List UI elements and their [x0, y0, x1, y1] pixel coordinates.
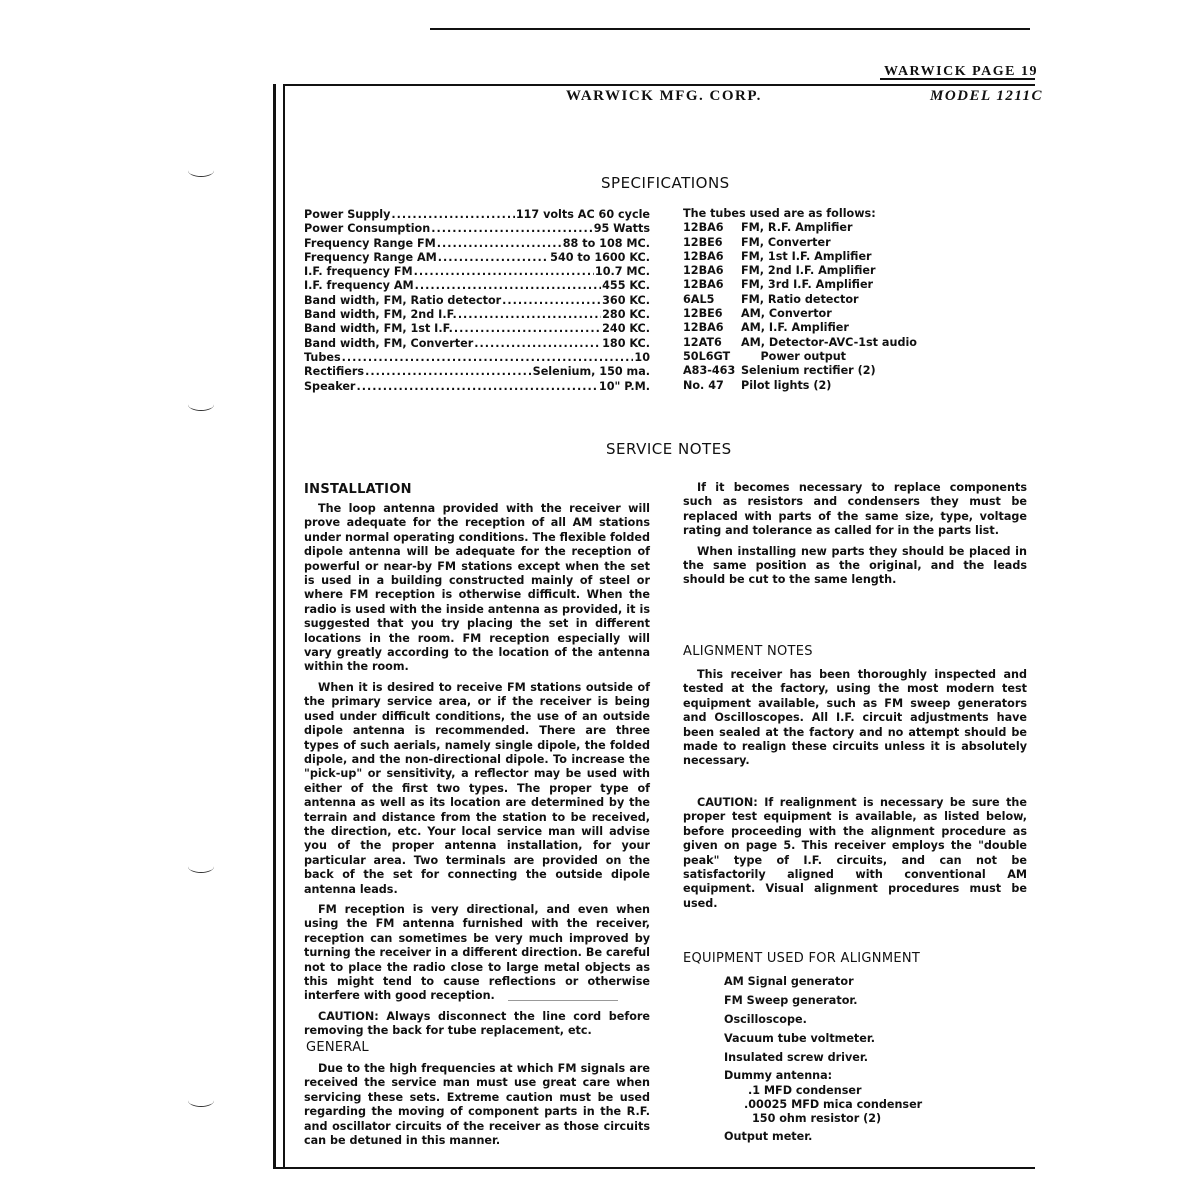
dummy-part: 150 ohm resistor (2)	[752, 1112, 882, 1125]
spec-row: Frequency Range FM ..... 88 to 108 MC.	[304, 237, 650, 251]
binding-hole-mark-1	[188, 164, 214, 177]
tube-row: 12BA6 FM, 1st I.F. Amplifier	[683, 249, 872, 263]
spec-row: Rectifiers ..... Selenium, 150 ma.	[304, 365, 650, 379]
page-border-top	[283, 84, 1035, 86]
equipment-heading: EQUIPMENT USED FOR ALIGNMENT	[683, 951, 921, 966]
equipment-item: Dummy antenna:	[724, 1069, 833, 1082]
dummy-part: .00025 MFD mica condenser	[744, 1098, 923, 1111]
spec-row: Speaker ..... 10" P.M.	[304, 380, 650, 394]
equipment-item: Insulated screw driver.	[724, 1051, 869, 1064]
top-scan-line	[430, 28, 1030, 30]
spec-row: Frequency Range AM ..... 540 to 1600 KC.	[304, 251, 650, 265]
tube-row: 12BA6 FM, 2nd I.F. Amplifier	[683, 264, 876, 278]
binding-hole-mark-3	[188, 860, 214, 873]
equipment-list	[724, 972, 922, 1148]
spec-row: Band width, FM, 2nd I.F. ..... 280 KC.	[304, 308, 650, 322]
equipment-item: Oscilloscope.	[724, 1013, 807, 1026]
installation-paragraph-1: The loop antenna provided with the receiver will prove adequate for the reception of all AM stations under normal operating conditions. The flexible folded dipole antenna will be adequate for the reception of powerful or near-by FM stations except when the set is used in a building constructed mainly of steel or where FM reception is otherwise difficult. When the radio is used with the inside antenna as provided, it is suggested that you try placing the set in different locations in the room. FM reception especially will vary greatly according to the location of the antenna within the room.	[304, 502, 650, 674]
replacement-paragraph-1: If it becomes necessary to replace components such as resistors and condensers they must be replaced with parts of the same size, type, voltage rating and tolerance as called for in the parts list.	[683, 481, 1027, 538]
tube-row: 12BE6 FM, Converter	[683, 235, 831, 249]
tube-row: 12AT6 AM, Detector-AVC-1st audio	[683, 335, 917, 349]
tube-row: 12BA6 FM, 3rd I.F. Amplifier	[683, 278, 874, 292]
equipment-item: Vacuum tube voltmeter.	[724, 1032, 876, 1045]
installation-paragraph-3: FM reception is very directional, and even when using the FM antenna furnished with the receiver, reception can sometimes be very much improved by turning the receiver in a different direction. Be careful not to place the radio close to large metal objects as this might tend to cause reflections or otherwise interfere with good reception.	[304, 902, 650, 1003]
spec-row: Tubes ..... 10	[304, 351, 650, 365]
spec-row: Band width, FM, Converter ..... 180 KC.	[304, 337, 650, 351]
company-name: WARWICK MFG. CORP.	[566, 88, 762, 104]
page-label: WARWICK PAGE 19	[884, 64, 1038, 79]
service-notes-title: SERVICE NOTES	[606, 440, 732, 458]
installation-paragraph-2: When it is desired to receive FM stations outside of the primary service area, or if the receiver is being used under difficult conditions, the use of an outside dipole antenna is recommended. There are three types of such aerials, namely single dipole, the folded dipole, and the non-directional dipole. To increase the "pick-up" or sensitivity, a reflector may be used with either of the first two types. The proper type of antenna as well as its location are determined by the terrain and distance from the station to be received, the direction, etc. Your local service man will advise you of the proper antenna installation, for your particular area. Two terminals are provided on the back of the set for connecting the outside dipole antenna leads.	[304, 680, 650, 896]
installation-caution: CAUTION: Always disconnect the line cord before removing the back for tube replacement, etc.	[304, 1009, 650, 1038]
tubes-heading: The tubes used are as follows:	[683, 207, 876, 220]
tube-row: No. 47 Pilot lights (2)	[683, 378, 832, 392]
spec-row: I.F. frequency AM ..... 455 KC.	[304, 279, 650, 293]
tube-row: A83-463 Selenium rectifier (2)	[683, 364, 876, 378]
alignment-paragraph: This receiver has been thoroughly inspected and tested at the factory, using the most modern test equipment available, such as FM sweep generators and Oscilloscopes. All I.F. circuit adjustments have been sealed at the factory and no attempt should be made to realign these circuits unless it is absolutely necessary.	[683, 668, 1027, 768]
tube-list	[683, 207, 1023, 393]
installation-text	[304, 502, 650, 1039]
spec-list	[304, 208, 650, 394]
replacement-paragraph-2: When installing new parts they should be placed in the same position as the original, and the leads should be cut to the same length.	[683, 544, 1027, 587]
alignment-heading: ALIGNMENT NOTES	[683, 644, 813, 659]
installation-heading: INSTALLATION	[304, 482, 412, 497]
tube-row: 50L6GT Power output	[683, 349, 847, 363]
dummy-part: .1 MFD condenser	[748, 1084, 862, 1097]
tube-row: 12BA6 AM, I.F. Amplifier	[683, 321, 849, 335]
spec-row: Band width, FM, 1st I.F. ..... 240 KC.	[304, 322, 650, 336]
spec-row: I.F. frequency FM ..... 10.7 MC.	[304, 265, 650, 279]
equipment-item: FM Sweep generator.	[724, 994, 858, 1007]
page-border-left-inner	[283, 84, 285, 1169]
general-paragraph: Due to the high frequencies at which FM signals are received the service man must use great care when servicing these sets. Extreme caution must be used regarding the moving of component parts in the R.F. and oscillator circuits of the receiver as those circuits can be detuned in this manner.	[304, 1062, 650, 1148]
alignment-caution	[683, 796, 1027, 911]
spec-row: Band width, FM, Ratio detector ..... 360 KC.	[304, 294, 650, 308]
equipment-item-last: Output meter.	[724, 1130, 813, 1143]
general-heading: GENERAL	[306, 1040, 369, 1055]
general-text	[304, 1062, 650, 1148]
tube-row: 6AL5 FM, Ratio detector	[683, 292, 859, 306]
page-border-bottom	[273, 1167, 1035, 1169]
replacement-text	[683, 481, 1027, 588]
faint-divider	[508, 1000, 618, 1001]
alignment-caution-text: CAUTION: If realignment is necessary be sure the proper test equipment is available, as listed below, before proceeding with the alignment procedure as given on page 5. This receiver employs the "double peak" type of I.F. circuits, and can not be satisfactorily aligned with conventional AM equipment. Visual alignment procedures must be used.	[683, 796, 1027, 910]
spec-row: Power Consumption ..... 95 Watts	[304, 222, 650, 236]
binding-hole-mark-2	[188, 398, 214, 411]
specifications-title: SPECIFICATIONS	[601, 174, 730, 192]
tube-row: 12BA6 FM, R.F. Amplifier	[683, 221, 853, 235]
equipment-item: AM Signal generator	[724, 975, 854, 988]
alignment-text	[683, 668, 1027, 769]
page-border-left-outer	[273, 84, 276, 1169]
spec-row: Power Supply ..... 117 volts AC 60 cycle	[304, 208, 650, 222]
binding-hole-mark-4	[188, 1094, 214, 1107]
tube-row: 12BE6 AM, Convertor	[683, 307, 832, 321]
model-number: MODEL 1211C	[930, 88, 1044, 104]
